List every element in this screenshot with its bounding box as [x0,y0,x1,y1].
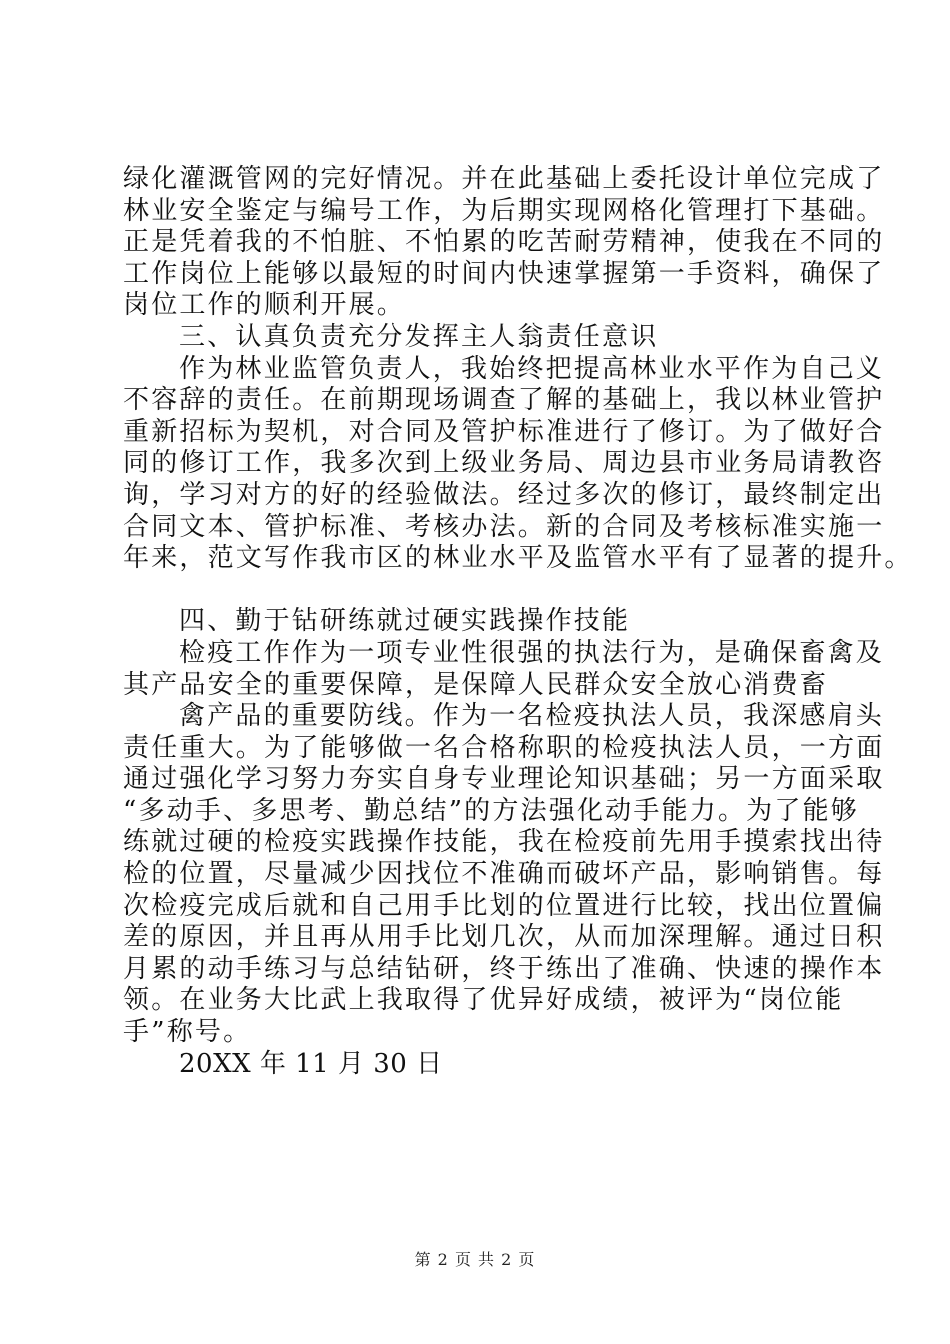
text-line: 岗位工作的顺利开展。 [123,290,406,321]
text-line: 手”称号。 [123,1017,252,1048]
text-line: 检的位置，尽量减少因找位不准确而破坏产品，影响销售。每 [123,859,885,890]
text-line: 月累的动手练习与总结钻研，终于练出了准确、快速的操作本 [123,953,885,984]
document-body [123,164,913,1080]
text-line: 通过强化学习努力夯实自身专业理论知识基础；另一方面采取 [123,764,885,795]
text-line: 重新招标为契机，对合同及管护标准进行了修订。为了做好合 [123,416,885,447]
text-line: 工作岗位上能够以最短的时间内快速掌握第一手资料，确保了 [123,258,885,289]
text-line: 作为林业监管负责人，我始终把提高林业水平作为自己义 [179,353,885,384]
text-line: 绿化灌溉管网的完好情况。并在此基础上委托设计单位完成了 [123,164,885,194]
text-line: 责任重大。为了能够做一名合格称职的检疫执法人员，一方面 [123,732,885,763]
document-date: 20XX 年 11 月 30 日 [179,1048,443,1079]
text-line: 练就过硬的检疫实践操作技能，我在检疫前先用手摸索找出待 [123,827,885,858]
text-line: 询，学习对方的好的经验做法。经过多次的修订，最终制定出 [123,479,885,510]
text-line: 次检疫完成后就和自己用手比划的位置进行比较，找出位置偏 [123,890,885,921]
text-line: 同的修订工作，我多次到上级业务局、周边县市业务局请教咨 [123,448,885,479]
text-line: 领。在业务大比武上我取得了优异好成绩，被评为“岗位能 [123,985,844,1016]
text-line: 检疫工作作为一项专业性很强的执法行为，是确保畜禽及 [179,637,885,668]
page-footer: 第 2 页 共 2 页 [414,1250,536,1269]
text-line: 其产品安全的重要保障，是保障人民群众安全放心消费畜 [123,669,829,700]
text-line: 不容辞的责任。在前期现场调查了解的基础上，我以林业管护 [123,385,885,416]
blank-line [123,575,843,607]
text-line: 四、勤于钻研练就过硬实践操作技能 [179,606,631,637]
text-line: 差的原因，并且再从用手比划几次，从而加深理解。通过日积 [123,922,885,953]
text-line: 年来，范文写作我市区的林业水平及监管水平有了显著的提升。 [123,543,913,574]
text-line: 正是凭着我的不怕脏、不怕累的吃苦耐劳精神，使我在不同的 [123,227,885,258]
text-line: “多动手、多思考、勤总结”的方法强化动手能力。为了能够 [123,795,859,826]
text-line: 禽产品的重要防线。作为一名检疫执法人员，我深感肩头 [179,701,885,732]
text-line: 三、认真负责充分发挥主人翁责任意识 [179,321,659,352]
text-line: 合同文本、管护标准、考核办法。新的合同及考核标准实施一 [123,511,885,542]
text-line: 林业安全鉴定与编号工作，为后期实现网格化管理打下基础。 [123,195,885,226]
